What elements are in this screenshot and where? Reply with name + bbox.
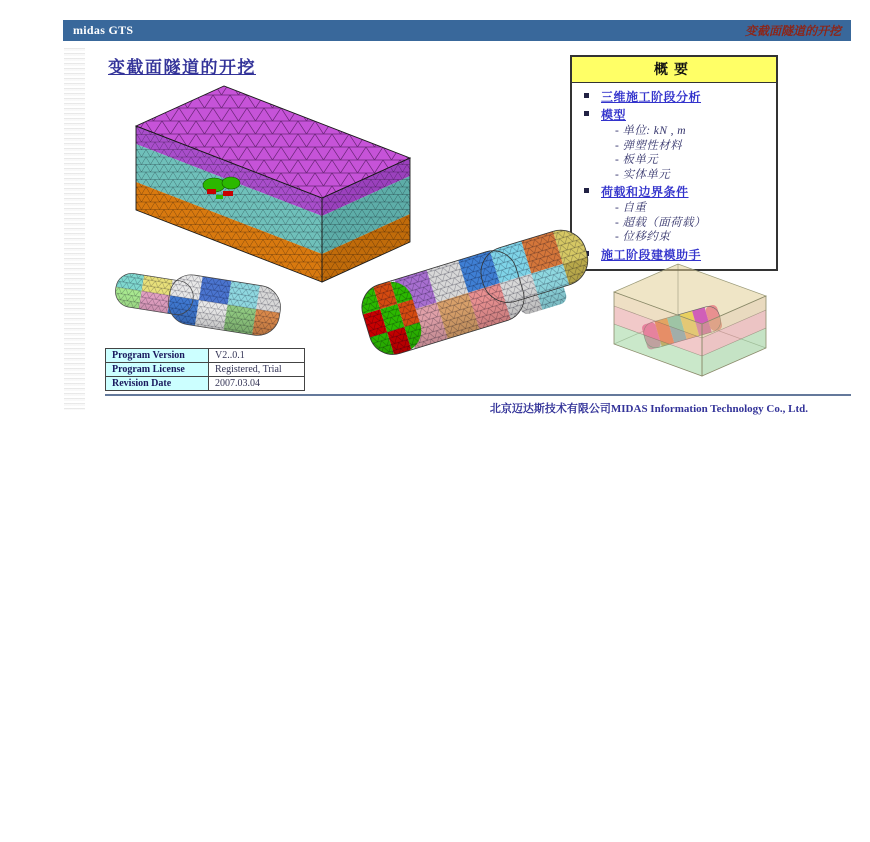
table-label: Program License xyxy=(106,363,209,377)
square-bullet-icon xyxy=(584,188,589,193)
footer-divider xyxy=(105,394,851,396)
summary-subitem: - 自重 xyxy=(615,202,647,214)
header-bar xyxy=(63,20,851,41)
page-title: 变截面隧道的开挖 xyxy=(108,58,256,77)
table-value: Registered, Trial xyxy=(209,363,305,377)
summary-list xyxy=(572,83,776,269)
summary-subitem: - 实体单元 xyxy=(615,168,671,181)
square-bullet-icon xyxy=(584,111,589,116)
small-tunnel-mesh-figure xyxy=(110,264,285,348)
summary-box xyxy=(570,55,778,271)
summary-link-stage-wizard[interactable]: 施工阶段建模助手 xyxy=(601,247,702,262)
table-value: V2..0.1 xyxy=(209,349,305,363)
summary-item xyxy=(580,106,770,123)
table-row xyxy=(106,349,305,363)
summary-link-model[interactable]: 模型 xyxy=(601,108,627,122)
table-value: 2007.03.04 xyxy=(209,377,305,391)
program-info-table xyxy=(105,348,305,391)
summary-title: 概要 xyxy=(572,57,776,83)
table-row xyxy=(106,377,305,391)
summary-subitem: - 板单元 xyxy=(615,154,659,166)
left-margin-artifact-strip xyxy=(64,48,85,410)
table-label: Revision Date xyxy=(106,377,209,391)
summary-subitem: - 超载（面荷载） xyxy=(615,216,706,229)
summary-subitem: - 位移约束 xyxy=(615,231,671,243)
header-doc-title: 变截面隧道的开挖 xyxy=(744,24,841,38)
summary-item xyxy=(580,88,770,105)
transparent-ground-tunnel-figure xyxy=(608,258,772,384)
summary-subitem: - 弹塑性材料 xyxy=(615,139,683,152)
table-label: Program Version xyxy=(106,349,209,363)
table-row xyxy=(106,363,305,377)
summary-item xyxy=(580,183,770,200)
footer-company: 北京迈达斯技术有限公司MIDAS Information Technology Co., Ltd. xyxy=(489,403,808,415)
summary-link-stage-analysis[interactable]: 三维施工阶段分析 xyxy=(601,90,702,104)
summary-link-loads-boundary[interactable]: 荷载和边界条件 xyxy=(601,185,689,199)
app-title: midas GTS xyxy=(73,23,134,37)
square-bullet-icon xyxy=(584,93,589,98)
summary-subitem: - 单位: kN , m xyxy=(615,125,686,137)
large-tunnel-mesh-figure xyxy=(356,226,600,362)
